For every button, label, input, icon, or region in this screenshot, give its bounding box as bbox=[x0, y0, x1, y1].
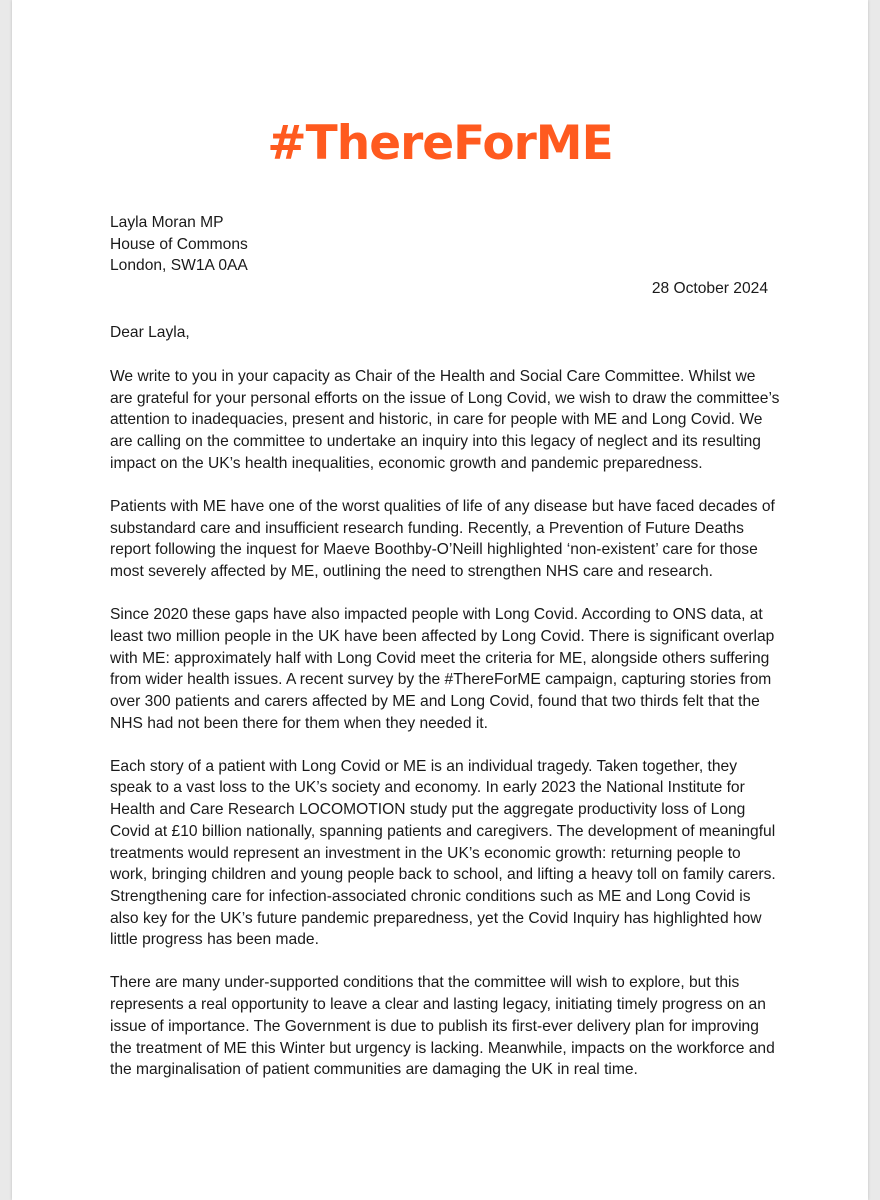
letter-page bbox=[12, 0, 868, 1200]
recipient-address bbox=[110, 212, 510, 277]
body-paragraph: There are many under-supported conditions that the committee will wish to explore, but this represents a real opportunity to leave a clear and lasting legacy, initiating timely progress on an issue of importance. The Government is due to publish its first-ever delivery plan for improving the treatment of ME this Winter but urgency is lacking. Meanwhile, impacts on the workforce and the marginalisation of patient communities are damaging the UK in real time. bbox=[110, 974, 775, 1079]
body-paragraph: Since 2020 these gaps have also impacted people with Long Covid. According to ONS data, at least two million people in the UK have been affected by Long Covid. There is significant overlap with ME: approximately half with Long Covid meet the criteria for ME, alongside others suffering from wider health issues. A recent survey by the #ThereForME campaign, capturing stories from over 300 patients and carers affected by ME and Long Covid, found that two thirds felt that the NHS had not been there for them when they needed it. bbox=[110, 606, 775, 732]
body-paragraph: Patients with ME have one of the worst qualities of life of any disease but have faced decades of substandard care and insufficient research funding. Recently, a Prevention of Future Deaths report following the inquest for Maeve Boothby-O’Neill highlighted ‘non-existent’ care for those most severely affected by ME, outlining the need to strengthen NHS care and research. bbox=[110, 497, 775, 581]
salutation: Dear Layla, bbox=[110, 324, 190, 341]
letter-body bbox=[110, 366, 782, 1102]
campaign-logo: #ThereForME bbox=[267, 116, 613, 171]
body-paragraph: We write to you in your capacity as Chair of the Health and Social Care Committee. Whilst we are grateful for your personal efforts on the issue of Long Covid, we wish to draw the committee’s attention to inadequacies, present and historic, in care for people with ME and Long Covid. We are calling on the committee to undertake an inquiry into this legacy of neglect and its resulting impact on the UK’s health inequalities, economic growth and pandemic preparedness. bbox=[110, 368, 780, 472]
recipient-address-line: House of Commons bbox=[110, 235, 248, 253]
body-paragraph: Each story of a patient with Long Covid or ME is an individual tragedy. Taken together, they speak to a vast loss to the UK’s society and economy. In early 2023 the National Institute for Health and Care Research LOCOMOTION study put the aggregate productivity loss of Long Covid at £10 billion nationally, spanning patients and caregivers. The development of meaningful treatments would represent an investment in the UK’s economic growth: returning people to work, bringing children and young people back to school, and lifting a heavy toll on family carers. Strengthening care for infection-associated chronic conditions such as ME and Long Covid is also key for the UK’s future pandemic preparedness, yet the Covid Inquiry has highlighted how little progress has been made. bbox=[110, 757, 776, 949]
recipient-name: Layla Moran MP bbox=[110, 214, 224, 231]
letter-date: 28 October 2024 bbox=[651, 280, 768, 297]
recipient-address-line: London, SW1A 0AA bbox=[110, 257, 248, 275]
